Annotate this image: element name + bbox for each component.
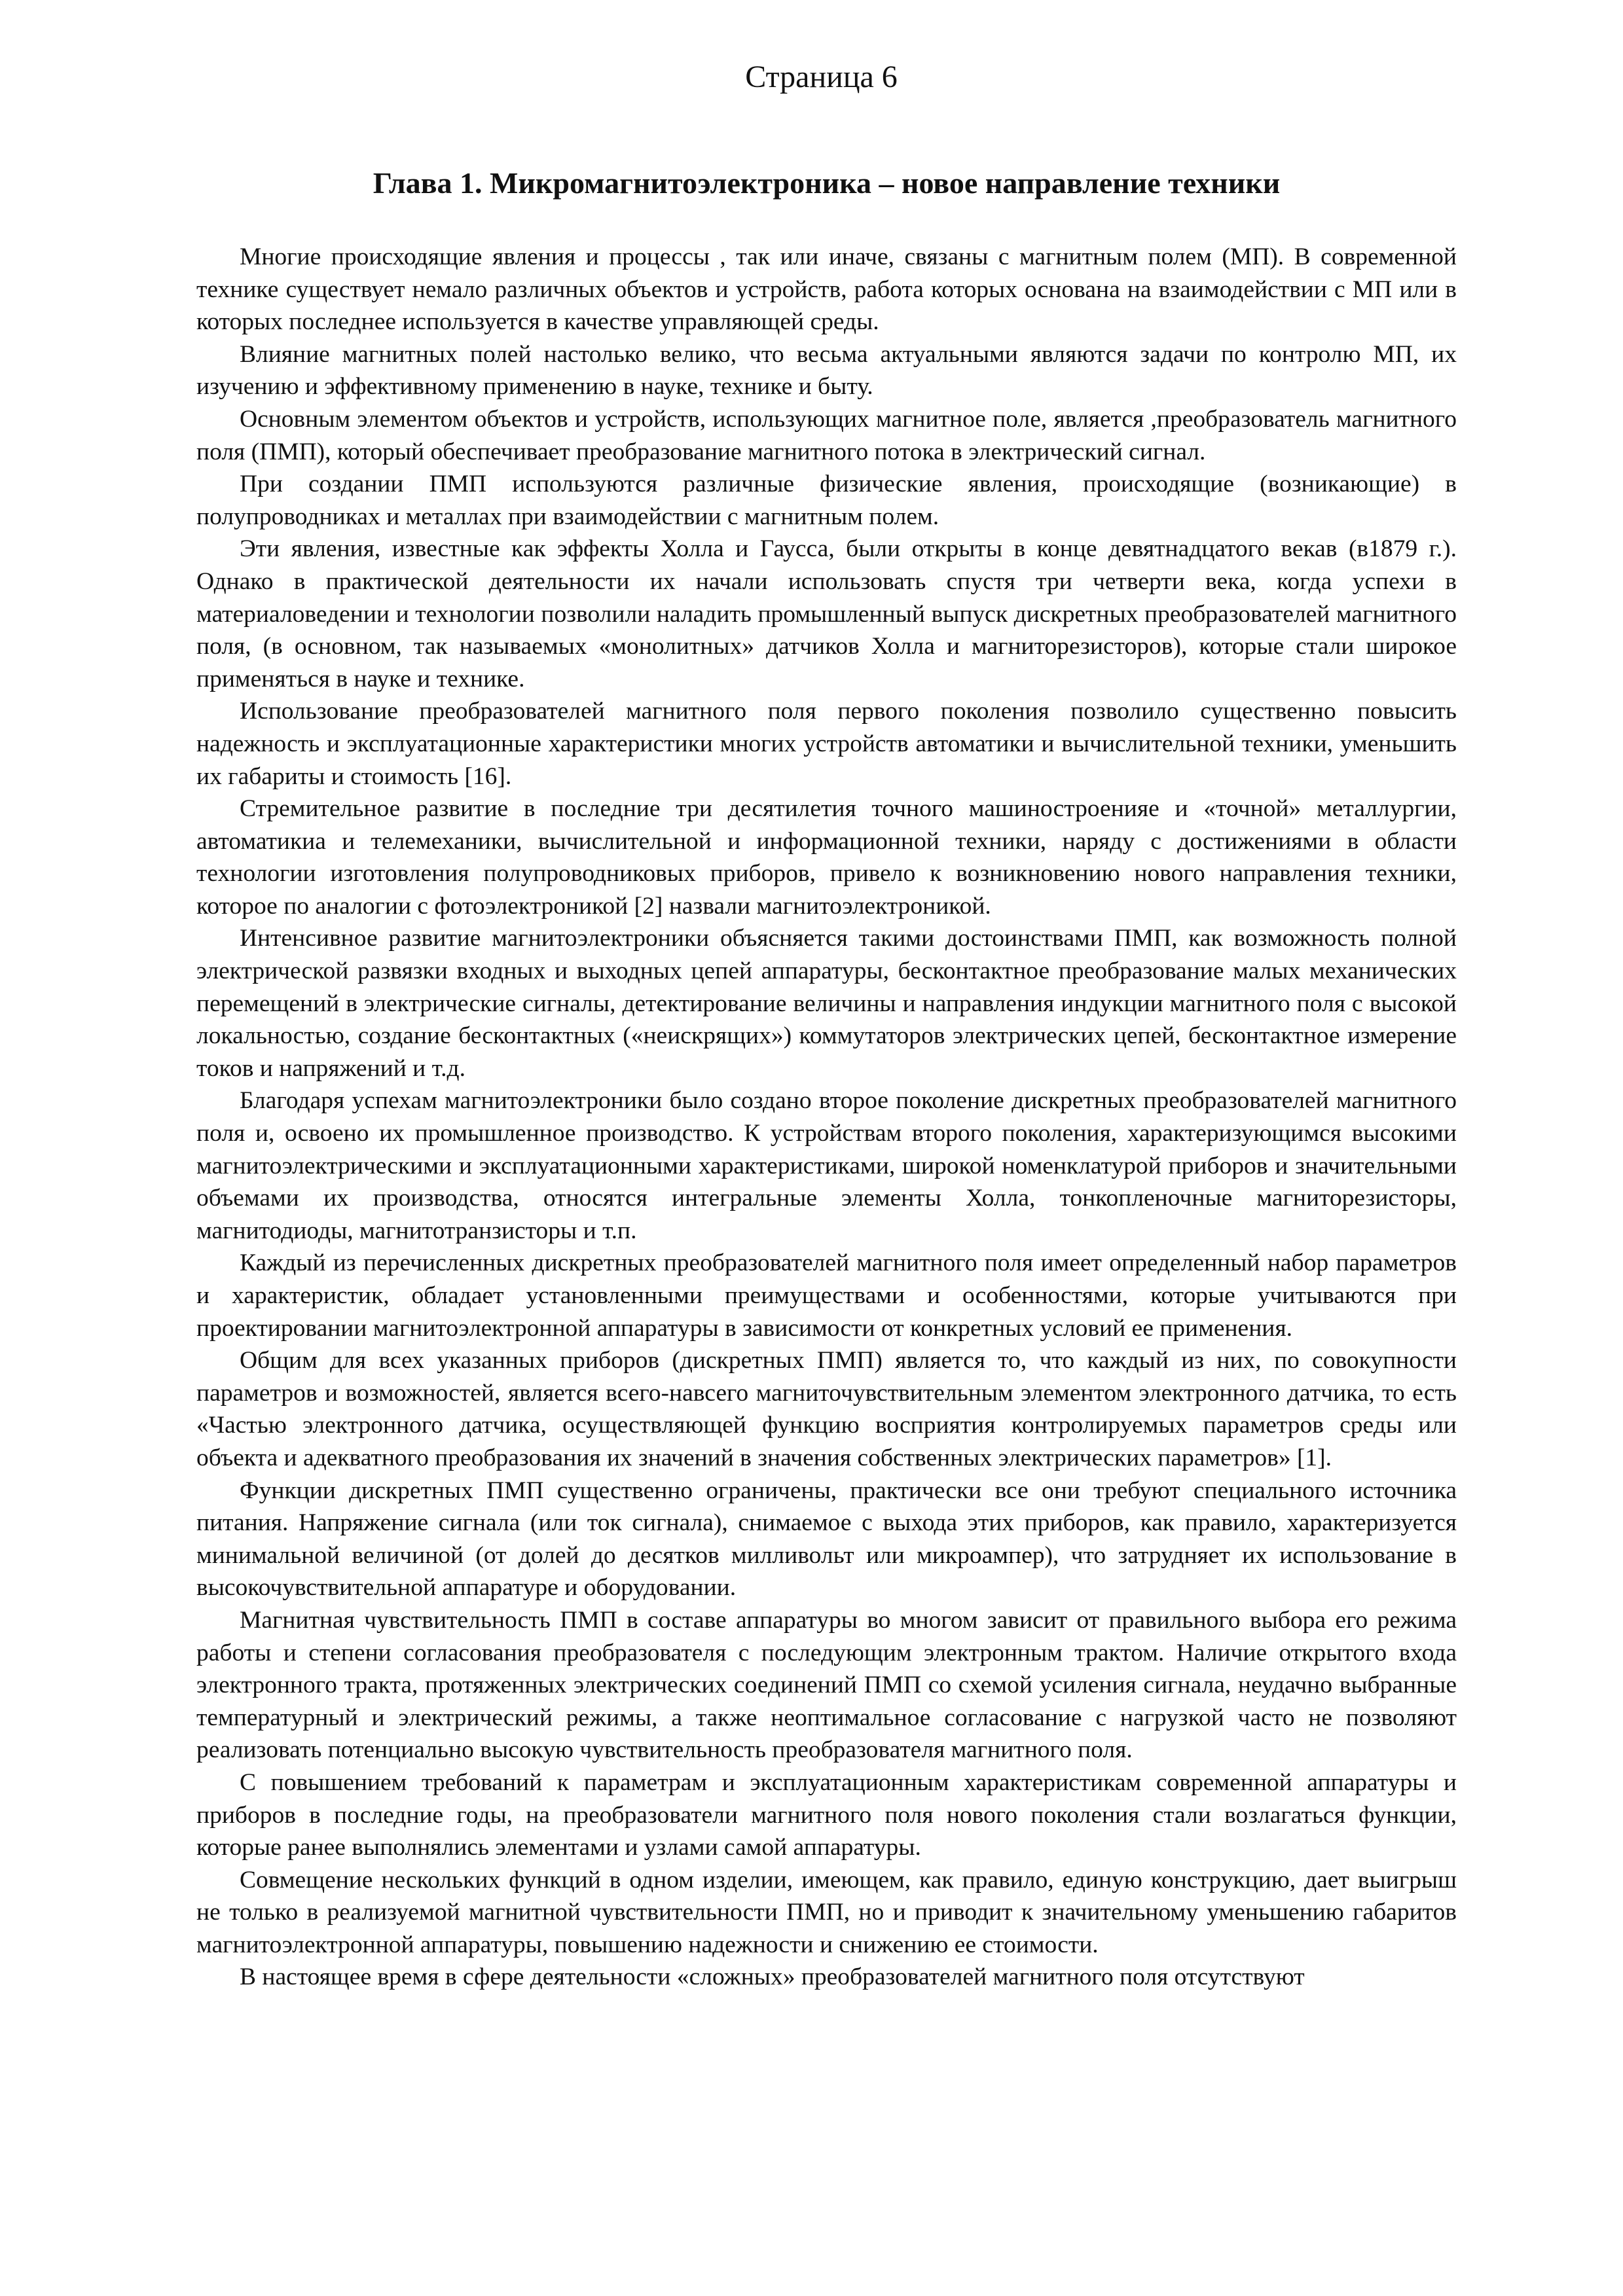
chapter-title: Глава 1. Микромагнитоэлектроника – новое направление техники xyxy=(373,166,1281,200)
page-number: Страница 6 xyxy=(745,60,898,94)
body-text xyxy=(196,241,1457,1994)
paragraph: При создании ПМП используются различные физические явления, происходящие (возникающие) в полупроводниках и металлах при взаимодействии с магнитным полем. xyxy=(196,471,1457,530)
paragraph: Благодаря успехам магнитоэлектроники было создано второе поколение дискретных преобразователей магнитного поля и, освоено их промышленное производство. К устройствам второго поколения, характеризующимся высокими магнитоэлектрическими и эксплуатационными характеристиками, широкой номенклатурой приборов и значительными объемами их производства, относятся интегральные элементы Холла, тонкопленочные магниторезисторы, магнитодиоды, магнитотранзисторы и т.п. xyxy=(196,1087,1457,1244)
paragraph: Интенсивное развитие магнитоэлектроники объясняется такими достоинствами ПМП, как возможность полной электрической развязки входных и выходных цепей аппаратуры, бесконтактное преобразование малых механических перемещений в электрические сигналы, детектирование величины и направления индукции магнитного поля с высокой локальностью, создание бесконтактных («неискрящих») коммутаторов электрических цепей, бесконтактное измерение токов и напряжений и т.д. xyxy=(196,925,1457,1082)
paragraph: Магнитная чувствительность ПМП в составе аппаратуры во многом зависит от правильного выбора его режима работы и степени согласования преобразователя с последующим электронным трактом. Наличие открытого входа электронного тракта, протяженных электрических соединений ПМП со схемой усиления сигнала, неудачно выбранные температурный и электрический режимы, а также неоптимальное согласование с нагрузкой часто не позволяют реализовать потенциально высокую чувствительность преобразователя магнитного поля. xyxy=(196,1606,1457,1764)
paragraph: Основным элементом объектов и устройств, использующих магнитное поле, является ,преобразователь магнитного поля (ПМП), который обеспечивает преобразование магнитного потока в электрический сигнал. xyxy=(196,405,1457,465)
paragraph: Совмещение нескольких функций в одном изделии, имеющем, как правило, единую конструкцию, дает выигрыш не только в реализуемой магнитной чувствительности ПМП, но и приводит к значительному уменьшению габаритов магнитоэлектронной аппаратуры, повышению надежности и снижению ее стоимости. xyxy=(196,1866,1457,1958)
paragraph: Использование преобразователей магнитного поля первого поколения позволило существенно повысить надежность и эксплуатационные характеристики многих устройств автоматики и вычислительной техники, уменьшить их габариты и стоимость [16]. xyxy=(196,698,1457,790)
paragraph: Общим для всех указанных приборов (дискретных ПМП) является то, что каждый из них, по совокупности параметров и возможностей, является всего-навсего магниточувствительным элементом электронного датчика, то есть «Частью электронного датчика, осуществляющей функцию восприятия контролируемых параметров среды или объекта и адекватного преобразования их значений в значения собственных электрических параметров» [1]. xyxy=(196,1347,1457,1471)
paragraph: Функции дискретных ПМП существенно ограничены, практически все они требуют специального источника питания. Напряжение сигнала (или ток сигнала), снимаемое с выхода этих приборов, как правило, характеризуется минимальной величиной (от долей до десятков милливольт или микроампер), что затрудняет их использование в высокочувствительной аппаратуре и оборудовании. xyxy=(196,1477,1457,1602)
paragraph: Стремительное развитие в последние три десятилетия точного машиностроенияе и «точной» металлургии, автоматикиа и телемеханики, вычислительной и информационной техники, наряду с достижениями в области технологии изготовления полупроводниковых приборов, привело к возникновению нового направления техники, которое по аналогии с фотоэлектроникой [2] назвали магнитоэлектроникой. xyxy=(196,795,1457,920)
paragraph: В настоящее время в сфере деятельности «сложных» преобразователей магнитного поля отсутствуют xyxy=(240,1964,1305,1991)
paragraph: Каждый из перечисленных дискретных преобразователей магнитного поля имеет определенный набор параметров и характеристик, обладает установленными преимуществами и особенностями, которые учитываются при проектировании магнитоэлектронной аппаратуры в зависимости от конкретных условий ее применения. xyxy=(196,1249,1457,1342)
paragraph: Эти явления, известные как эффекты Холла и Гаусса, были открыты в конце девятнадцатого векав (в1879 г.). Однако в практической деятельности их начали использовать спустя три четверти века, когда успехи в материаловедении и технологии позволили наладить промышленный выпуск дискретных преобразователей магнитного поля, (в основном, так называемых «монолитных» датчиков Холла и магниторезисторов), которые стали широкое применяться в науке и технике. xyxy=(196,535,1457,692)
paragraph: Влияние магнитных полей настолько велико, что весьма актуальными являются задачи по контролю МП, их изучению и эффективному применению в науке, технике и быту. xyxy=(196,340,1457,401)
paragraph: С повышением требований к параметрам и эксплуатационным характеристикам современной аппаратуры и приборов в последние годы, на преобразователи магнитного поля нового поколения стали возлагаться функции, которые ранее выполнялись элементами и узлами самой аппаратуры. xyxy=(196,1768,1457,1861)
paragraph: Многие происходящие явления и процессы , так или иначе, связаны с магнитным полем (МП). В современной технике существует немало различных объектов и устройств, работа которых основана на взаимодействии с МП или в которых последнее используется в качестве управляющей среды. xyxy=(196,243,1457,336)
